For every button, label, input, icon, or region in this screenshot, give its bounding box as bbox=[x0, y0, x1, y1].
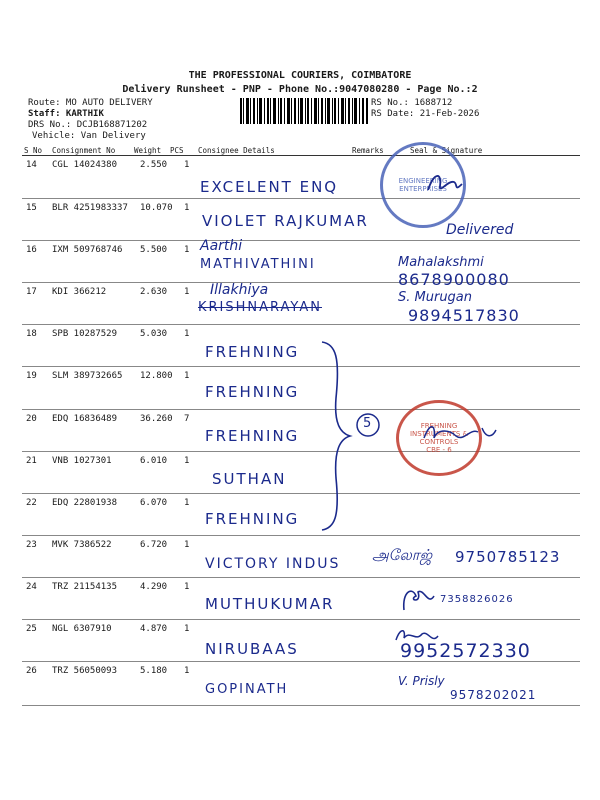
row-divider bbox=[22, 619, 580, 620]
consignee-name: VIOLET RAJKUMAR bbox=[202, 212, 369, 230]
row-divider bbox=[22, 535, 580, 536]
group-count: 5 bbox=[363, 416, 372, 431]
row-consignment: SPB 10287529 bbox=[52, 329, 118, 339]
receiver-name: V. Prisly bbox=[398, 674, 445, 688]
row-sno: 25 bbox=[26, 624, 37, 634]
row-weight: 4.290 bbox=[140, 582, 168, 592]
row-divider bbox=[22, 705, 580, 706]
barcode-icon bbox=[240, 98, 368, 124]
row-pcs: 1 bbox=[184, 160, 190, 170]
consignee-name: Illakhiya bbox=[210, 282, 269, 298]
row-weight: 2.550 bbox=[140, 160, 168, 170]
row-weight: 10.070 bbox=[140, 203, 173, 213]
row-pcs: 1 bbox=[184, 329, 190, 339]
row-pcs: 1 bbox=[184, 582, 190, 592]
row-pcs: 1 bbox=[184, 287, 190, 297]
row-sno: 23 bbox=[26, 540, 37, 550]
row-weight: 4.870 bbox=[140, 624, 168, 634]
receiver-phone: 8678900080 bbox=[398, 270, 510, 289]
consignee-name: FREHNING bbox=[205, 383, 300, 401]
row-pcs: 1 bbox=[184, 498, 190, 508]
row-consignment: MVK 7386522 bbox=[52, 540, 112, 550]
row-divider bbox=[22, 409, 580, 410]
consignee-name: SUTHAN bbox=[212, 470, 287, 488]
col-sno: S No bbox=[24, 146, 43, 155]
row-divider bbox=[22, 577, 580, 578]
row-sno: 20 bbox=[26, 414, 37, 424]
consignee-aarthi: Aarthi bbox=[200, 238, 243, 254]
row-consignment: EDQ 16836489 bbox=[52, 414, 118, 424]
delivered-note: Delivered bbox=[446, 222, 514, 238]
receiver-phone: 7358826026 bbox=[440, 594, 514, 605]
route-label: Route: MO AUTO DELIVERY bbox=[28, 98, 153, 108]
consignee-name: MATHIVATHINI bbox=[200, 257, 316, 272]
row-divider bbox=[22, 493, 580, 494]
engineering-stamp: ENGINEERING ENTERPRISES bbox=[380, 142, 466, 228]
row-pcs: 1 bbox=[184, 624, 190, 634]
row-weight: 5.030 bbox=[140, 329, 168, 339]
row-sno: 18 bbox=[26, 329, 37, 339]
row-divider bbox=[22, 240, 580, 241]
row-consignment: CGL 14024380 bbox=[52, 160, 118, 170]
row-weight: 5.180 bbox=[140, 666, 168, 676]
row-weight: 36.260 bbox=[140, 414, 173, 424]
row-sno: 21 bbox=[26, 456, 37, 466]
col-seal-signature: Seal & Signature bbox=[410, 146, 483, 155]
receiver-signature: அலோஜ் bbox=[372, 546, 433, 564]
rs-number: RS No.: 1688712 bbox=[371, 98, 453, 108]
row-consignment: TRZ 21154135 bbox=[52, 582, 118, 592]
consignee-name: FREHNING bbox=[205, 510, 300, 528]
consignee-name: NIRUBAAS bbox=[205, 640, 299, 658]
receiver-name: Mahalakshmi bbox=[398, 255, 484, 270]
runsheet-subtitle: Delivery Runsheet - PNP - Phone No.:9047080280 - Page No.:2 bbox=[122, 84, 478, 95]
receiver-phone: 9578202021 bbox=[450, 688, 537, 702]
row-sno: 19 bbox=[26, 371, 37, 381]
row-weight: 2.630 bbox=[140, 287, 168, 297]
row-consignment: SLM 389732665 bbox=[52, 371, 123, 381]
row-consignment: NGL 6307910 bbox=[52, 624, 112, 634]
row-pcs: 1 bbox=[184, 456, 190, 466]
row-consignment: IXM 509768746 bbox=[52, 245, 123, 255]
signature-icon bbox=[398, 584, 438, 614]
row-pcs: 1 bbox=[184, 203, 190, 213]
staff-label: Staff: KARTHIK bbox=[28, 109, 104, 119]
row-consignment: KDI 366212 bbox=[52, 287, 107, 297]
row-consignment: VNB 1027301 bbox=[52, 456, 112, 466]
signature-icon bbox=[420, 418, 500, 448]
drs-label: DRS No.: DCJB168871202 bbox=[28, 120, 148, 130]
consignee-struck-name: KRISHNARAYAN bbox=[198, 300, 322, 315]
rs-date: RS Date: 21-Feb-2026 bbox=[371, 109, 480, 119]
consignee-name: FREHNING bbox=[205, 343, 300, 361]
row-consignment: EDQ 22801938 bbox=[52, 498, 118, 508]
instruments-stamp: FREHNING INSTRUMENTS & CONTROLS CBE - 6 bbox=[396, 400, 482, 476]
col-pcs: PCS bbox=[170, 146, 184, 155]
row-sno: 14 bbox=[26, 160, 37, 170]
row-weight: 12.800 bbox=[140, 371, 173, 381]
consignee-name: FREHNING bbox=[205, 427, 300, 445]
row-consignment: TRZ 56050093 bbox=[52, 666, 118, 676]
vehicle-label: Vehicle: Van Delivery bbox=[32, 131, 146, 141]
group-brace-icon bbox=[318, 338, 358, 533]
row-sno: 26 bbox=[26, 666, 37, 676]
row-sno: 15 bbox=[26, 203, 37, 213]
row-sno: 16 bbox=[26, 245, 37, 255]
receiver-phone: 9894517830 bbox=[408, 306, 520, 325]
row-sno: 17 bbox=[26, 287, 37, 297]
signature-icon bbox=[424, 168, 464, 198]
row-sno: 22 bbox=[26, 498, 37, 508]
consignee-name: MUTHUKUMAR bbox=[205, 595, 335, 613]
row-pcs: 1 bbox=[184, 245, 190, 255]
row-weight: 6.010 bbox=[140, 456, 168, 466]
consignee-name: VICTORY INDUS bbox=[205, 556, 341, 572]
consignee-name: GOPINATH bbox=[205, 682, 289, 697]
row-pcs: 1 bbox=[184, 371, 190, 381]
row-divider bbox=[22, 198, 580, 199]
col-remarks: Remarks bbox=[352, 146, 384, 155]
consignee-name: EXCELENT ENQ bbox=[200, 178, 339, 196]
col-weight: Weight bbox=[134, 146, 162, 155]
row-pcs: 1 bbox=[184, 666, 190, 676]
row-divider bbox=[22, 366, 580, 367]
row-pcs: 7 bbox=[184, 414, 190, 424]
company-title: THE PROFESSIONAL COURIERS, COIMBATORE bbox=[188, 70, 412, 81]
receiver-phone: 9952572330 bbox=[400, 640, 531, 662]
row-consignment: BLR 4251983337 bbox=[52, 203, 128, 213]
row-weight: 6.070 bbox=[140, 498, 168, 508]
col-consignee: Consignee Details bbox=[198, 146, 275, 155]
receiver-name: S. Murugan bbox=[398, 290, 473, 305]
row-weight: 6.720 bbox=[140, 540, 168, 550]
col-consignment: Consignment No bbox=[52, 146, 116, 155]
row-divider bbox=[22, 451, 580, 452]
row-pcs: 1 bbox=[184, 540, 190, 550]
header-rule bbox=[22, 155, 580, 156]
row-weight: 5.500 bbox=[140, 245, 168, 255]
row-sno: 24 bbox=[26, 582, 37, 592]
receiver-phone: 9750785123 bbox=[455, 548, 561, 566]
